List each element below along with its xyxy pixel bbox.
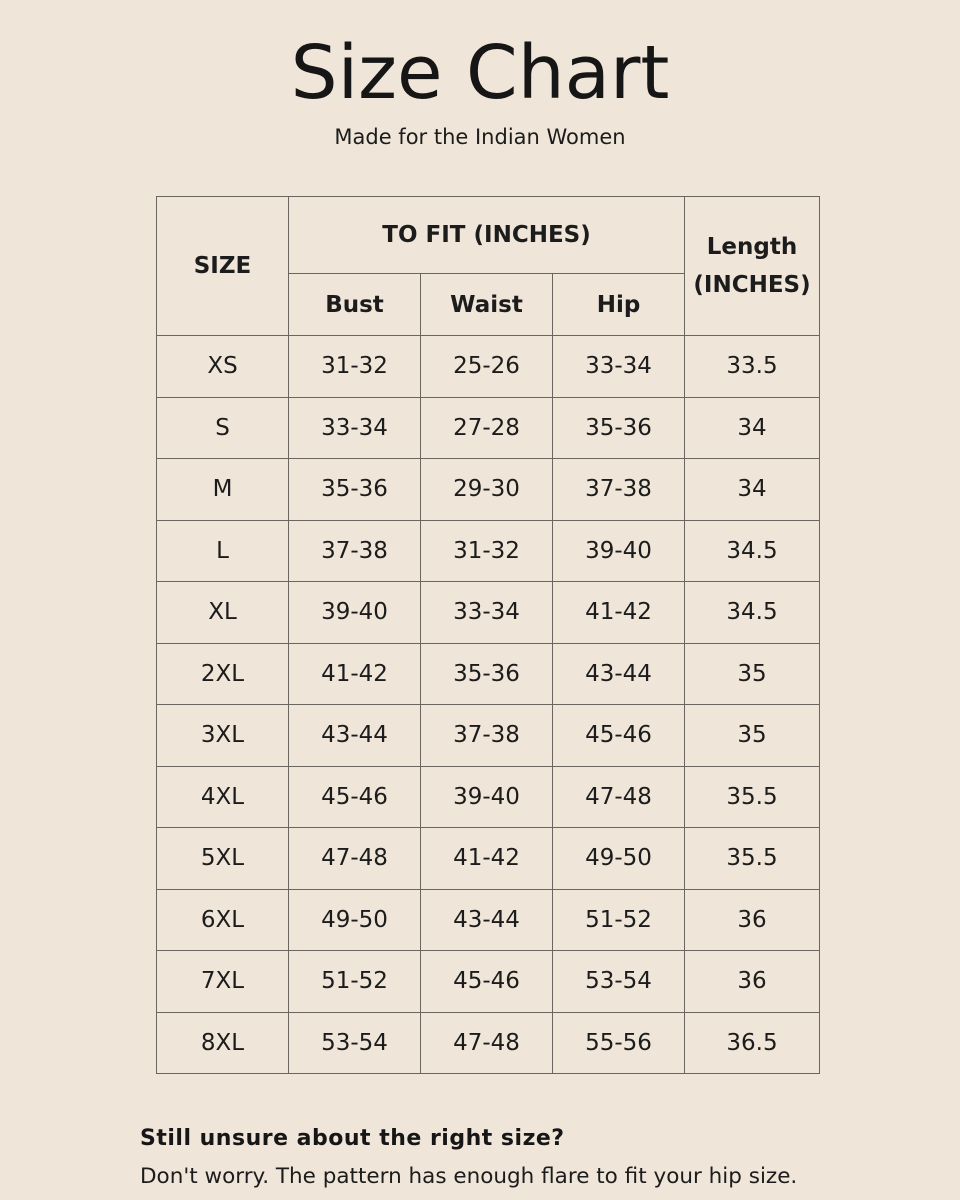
- bust-cell: 47-48: [289, 828, 421, 890]
- length-cell: 34: [685, 459, 820, 521]
- bust-cell: 43-44: [289, 705, 421, 767]
- footer-answer: Don't worry. The pattern has enough flare to fit your hip size.: [140, 1164, 798, 1189]
- waist-cell: 35-36: [421, 643, 553, 705]
- waist-cell: 45-46: [421, 951, 553, 1013]
- hip-cell: 35-36: [553, 397, 685, 459]
- page-subtitle: Made for the Indian Women: [334, 125, 626, 149]
- length-cell: 35.5: [685, 766, 820, 828]
- length-cell: 36.5: [685, 1012, 820, 1074]
- table-row: [157, 1012, 820, 1074]
- waist-cell: 25-26: [421, 336, 553, 398]
- length-header-line2: (INCHES): [693, 272, 811, 298]
- hip-cell: 51-52: [553, 889, 685, 951]
- waist-cell: 31-32: [421, 520, 553, 582]
- size-cell: L: [157, 520, 289, 582]
- table-row: [157, 828, 820, 890]
- size-cell: 7XL: [157, 951, 289, 1013]
- size-cell: 4XL: [157, 766, 289, 828]
- length-cell: 36: [685, 889, 820, 951]
- waist-cell: 39-40: [421, 766, 553, 828]
- waist-cell: 37-38: [421, 705, 553, 767]
- hip-cell: 41-42: [553, 582, 685, 644]
- size-column-header: SIZE: [157, 197, 289, 336]
- table-row: [157, 336, 820, 398]
- hip-cell: 55-56: [553, 1012, 685, 1074]
- table-row: [157, 459, 820, 521]
- length-header-line1: Length: [706, 234, 798, 260]
- table-row: [157, 705, 820, 767]
- hip-cell: 39-40: [553, 520, 685, 582]
- size-table-body: [157, 336, 820, 1074]
- waist-cell: 43-44: [421, 889, 553, 951]
- bust-cell: 41-42: [289, 643, 421, 705]
- table-row: [157, 889, 820, 951]
- hip-cell: 37-38: [553, 459, 685, 521]
- waist-cell: 47-48: [421, 1012, 553, 1074]
- length-cell: 35.5: [685, 828, 820, 890]
- length-cell: 33.5: [685, 336, 820, 398]
- hip-cell: 43-44: [553, 643, 685, 705]
- hip-cell: 53-54: [553, 951, 685, 1013]
- hip-cell: 49-50: [553, 828, 685, 890]
- bust-cell: 49-50: [289, 889, 421, 951]
- to-fit-group-header: TO FIT (INCHES): [289, 197, 685, 274]
- length-cell: 36: [685, 951, 820, 1013]
- table-row: [157, 951, 820, 1013]
- table-row: [157, 643, 820, 705]
- table-row: [157, 582, 820, 644]
- table-row: [157, 520, 820, 582]
- table-row: [157, 766, 820, 828]
- size-cell: 6XL: [157, 889, 289, 951]
- hip-cell: 47-48: [553, 766, 685, 828]
- size-cell: XL: [157, 582, 289, 644]
- waist-cell: 29-30: [421, 459, 553, 521]
- bust-cell: 45-46: [289, 766, 421, 828]
- hip-column-header: Hip: [553, 274, 685, 336]
- footer-question: Still unsure about the right size?: [140, 1126, 565, 1151]
- size-cell: XS: [157, 336, 289, 398]
- bust-cell: 35-36: [289, 459, 421, 521]
- bust-cell: 53-54: [289, 1012, 421, 1074]
- length-cell: 35: [685, 643, 820, 705]
- bust-cell: 51-52: [289, 951, 421, 1013]
- size-cell: S: [157, 397, 289, 459]
- waist-column-header: Waist: [421, 274, 553, 336]
- bust-cell: 39-40: [289, 582, 421, 644]
- size-cell: 2XL: [157, 643, 289, 705]
- page-title: Size Chart: [290, 30, 670, 116]
- length-column-header: [685, 197, 820, 336]
- bust-cell: 33-34: [289, 397, 421, 459]
- waist-cell: 27-28: [421, 397, 553, 459]
- size-cell: 3XL: [157, 705, 289, 767]
- hip-cell: 33-34: [553, 336, 685, 398]
- length-cell: 34.5: [685, 520, 820, 582]
- table-row: [157, 397, 820, 459]
- waist-cell: 33-34: [421, 582, 553, 644]
- size-chart-table: [156, 196, 820, 1074]
- bust-column-header: Bust: [289, 274, 421, 336]
- size-cell: 8XL: [157, 1012, 289, 1074]
- size-cell: M: [157, 459, 289, 521]
- bust-cell: 37-38: [289, 520, 421, 582]
- waist-cell: 41-42: [421, 828, 553, 890]
- length-cell: 34.5: [685, 582, 820, 644]
- length-cell: 34: [685, 397, 820, 459]
- bust-cell: 31-32: [289, 336, 421, 398]
- length-cell: 35: [685, 705, 820, 767]
- hip-cell: 45-46: [553, 705, 685, 767]
- size-cell: 5XL: [157, 828, 289, 890]
